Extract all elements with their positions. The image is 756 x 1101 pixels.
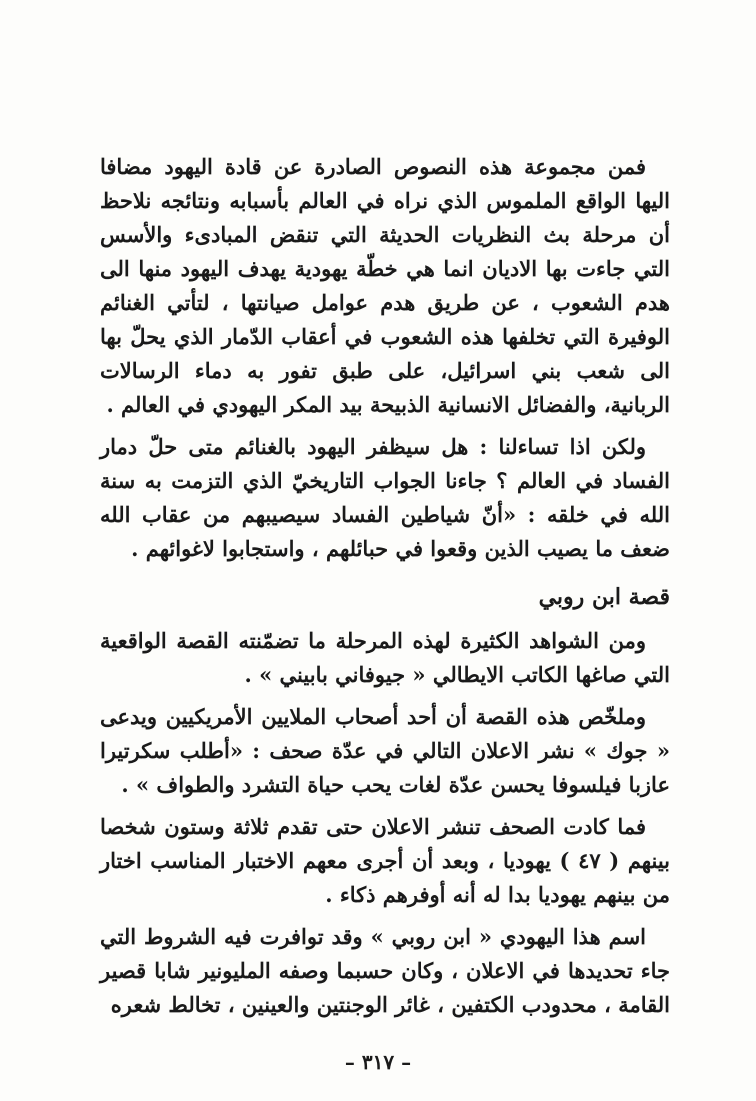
paragraph-5: فما كادت الصحف تنشر الاعلان حتى تقدم ثلاثة وستون شخصا بينهم ( ٤٧ ) يهوديا ، وبعد أن أجرى معهم الاختبار المناسب اختار من بينهم يهوديا بدا له أنه أوفرهم ذكاء . — [100, 814, 671, 907]
paragraph-3: ومن الشواهد الكثيرة لهذه المرحلة ما تضمّنته القصة الواقعية التي صاغها الكاتب الايطالي « جيوفاني بابيني » . — [100, 628, 670, 687]
body-text — [100, 150, 670, 1026]
paragraph-6: اسم هذا اليهودي « ابن روبي » وقد توافرت فيه الشروط التي جاء تحديدها في الاعلان ، وكان حسبما وصفه المليونير شابا قصير القامة ، محدودب الكتفين ، غائر الوجنتين والعينين ، تخالط شعره — [100, 924, 670, 1017]
paragraph-1: فمن مجموعة هذه النصوص الصادرة عن قادة اليهود مضافا اليها الواقع الملموس الذي نراه في العالم بأسبابه ونتائجه نلاحظ أن مرحلة بث النظريات الحديثة التي تنقض المبادىء والأسس التي جاءت بها الاديان انما هي خطّة يهودية يهدف اليهود منها الى هدم الشعوب ، عن طريق هدم عوامل صيانتها ، لتأتي الغنائم الوفيرة التي تخلفها هذه الشعوب في أعقاب الدّمار الذي يحلّ بها الى شعب بني اسرائيل، على طبق تفور به دماء الرسالات الربانية، والفضائل الانسانية الذبيحة بيد المكر اليهودي في العالم . — [100, 154, 670, 417]
page-number: – ٣١٧ – — [344, 1050, 412, 1074]
section-heading: قصة ابن روبي — [538, 584, 670, 610]
paragraph-4: وملخّص هذه القصة أن أحد أصحاب الملايين الأمريكيين ويدعى « جوك » نشر الاعلان التالي في عدّة صحف : «أطلب سكرتيرا عازبا فيلسوفا يحسن عدّة لغات يحب حياة التشرد والطواف » . — [100, 704, 670, 797]
paragraph-2: ولكن اذا تساءلنا : هل سيظفر اليهود بالغنائم متى حلّ دمار الفساد في العالم ؟ جاءنا الجواب التاريخيّ الذي التزمت به سنة الله في خلقه : «أنّ شياطين الفساد سيصيبهم من عقاب الله ضعف ما يصيب الذين وقعوا في حبائلهم ، واستجابوا لاغوائهم . — [100, 434, 670, 561]
